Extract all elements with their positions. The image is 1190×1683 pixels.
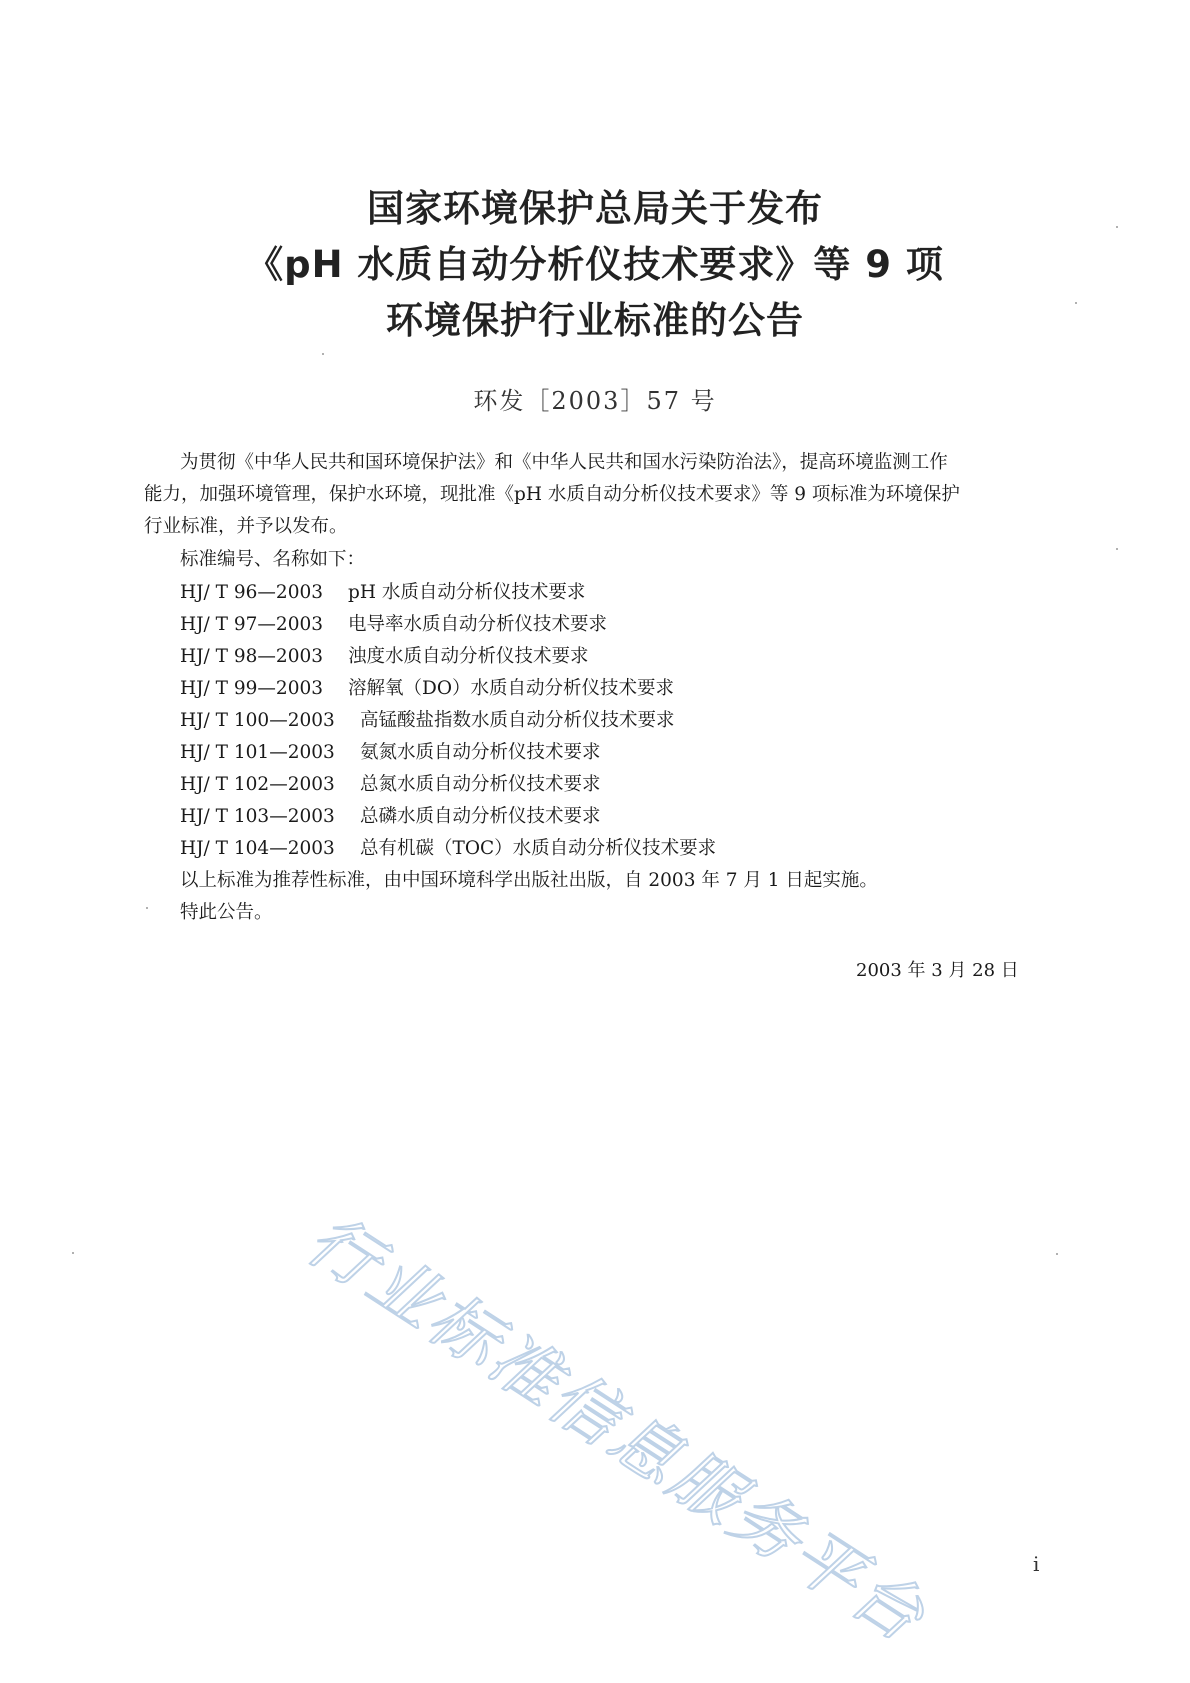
standard-item <box>180 802 601 828</box>
standard-code: HJ/ T 97—2003 <box>180 614 324 635</box>
standard-item <box>180 770 601 796</box>
standard-item <box>180 706 675 732</box>
standard-code: HJ/ T 101—2003 <box>180 742 335 763</box>
title-line-2: 《pH 水质自动分析仪技术要求》等 9 项 <box>246 243 944 286</box>
standard-name: 氨氮水质自动分析仪技术要求 <box>360 742 601 763</box>
scan-speck <box>1116 226 1118 228</box>
intro-line-3: 行业标准，并予以发布。 <box>144 516 348 537</box>
intro-line-2: 能力，加强环境管理，保护水环境，现批准《pH 水质自动分析仪技术要求》等 9 项标准为环境保护 <box>144 484 960 505</box>
standard-code: HJ/ T 99—2003 <box>180 678 324 699</box>
list-heading: 标准编号、名称如下： <box>180 549 366 570</box>
closing-statement: 特此公告。 <box>180 902 273 923</box>
standard-item <box>180 738 601 764</box>
standard-name: 总有机碳（TOC）水质自动分析仪技术要求 <box>360 838 717 859</box>
scan-speck <box>1075 302 1077 304</box>
standard-name: 电导率水质自动分析仪技术要求 <box>348 614 608 635</box>
standard-code: HJ/ T 96—2003 <box>180 582 324 603</box>
standard-code: HJ/ T 100—2003 <box>180 710 335 731</box>
standard-item <box>180 642 589 668</box>
standard-name: pH 水质自动分析仪技术要求 <box>348 582 586 603</box>
standard-name: 浊度水质自动分析仪技术要求 <box>348 646 589 667</box>
standard-name: 总氮水质自动分析仪技术要求 <box>360 774 601 795</box>
standard-name: 高锰酸盐指数水质自动分析仪技术要求 <box>360 710 675 731</box>
issue-date: 2003 年 3 月 28 日 <box>856 960 1019 981</box>
standard-code: HJ/ T 98—2003 <box>180 646 324 667</box>
scan-speck <box>72 1252 74 1254</box>
title-line-1: 国家环境保护总局关于发布 <box>367 187 823 230</box>
standard-code: HJ/ T 102—2003 <box>180 774 335 795</box>
scan-speck <box>1056 1253 1058 1255</box>
title-line-3: 环境保护行业标准的公告 <box>386 299 804 342</box>
scan-speck <box>322 353 324 355</box>
standard-name: 溶解氧（DO）水质自动分析仪技术要求 <box>348 678 675 699</box>
standard-code: HJ/ T 104—2003 <box>180 838 335 859</box>
standard-name: 总磷水质自动分析仪技术要求 <box>360 806 601 827</box>
standard-item <box>180 610 607 636</box>
effective-date-note: 以上标准为推荐性标准，由中国环境科学出版社出版，自 2003 年 7 月 1 日起实施。 <box>180 870 878 891</box>
page-number: i <box>1033 1552 1040 1576</box>
watermark: 行业标准信息服务平台 <box>293 1200 941 1659</box>
document-number: 环发［2003］57 号 <box>473 387 717 415</box>
standard-item <box>180 578 585 604</box>
intro-line-1: 为贯彻《中华人民共和国环境保护法》和《中华人民共和国水污染防治法》，提高环境监测工作 <box>180 452 948 473</box>
scan-speck <box>146 907 148 909</box>
standard-code: HJ/ T 103—2003 <box>180 806 335 827</box>
standard-item <box>180 834 716 860</box>
standard-item <box>180 674 674 700</box>
scan-speck <box>1116 548 1118 550</box>
